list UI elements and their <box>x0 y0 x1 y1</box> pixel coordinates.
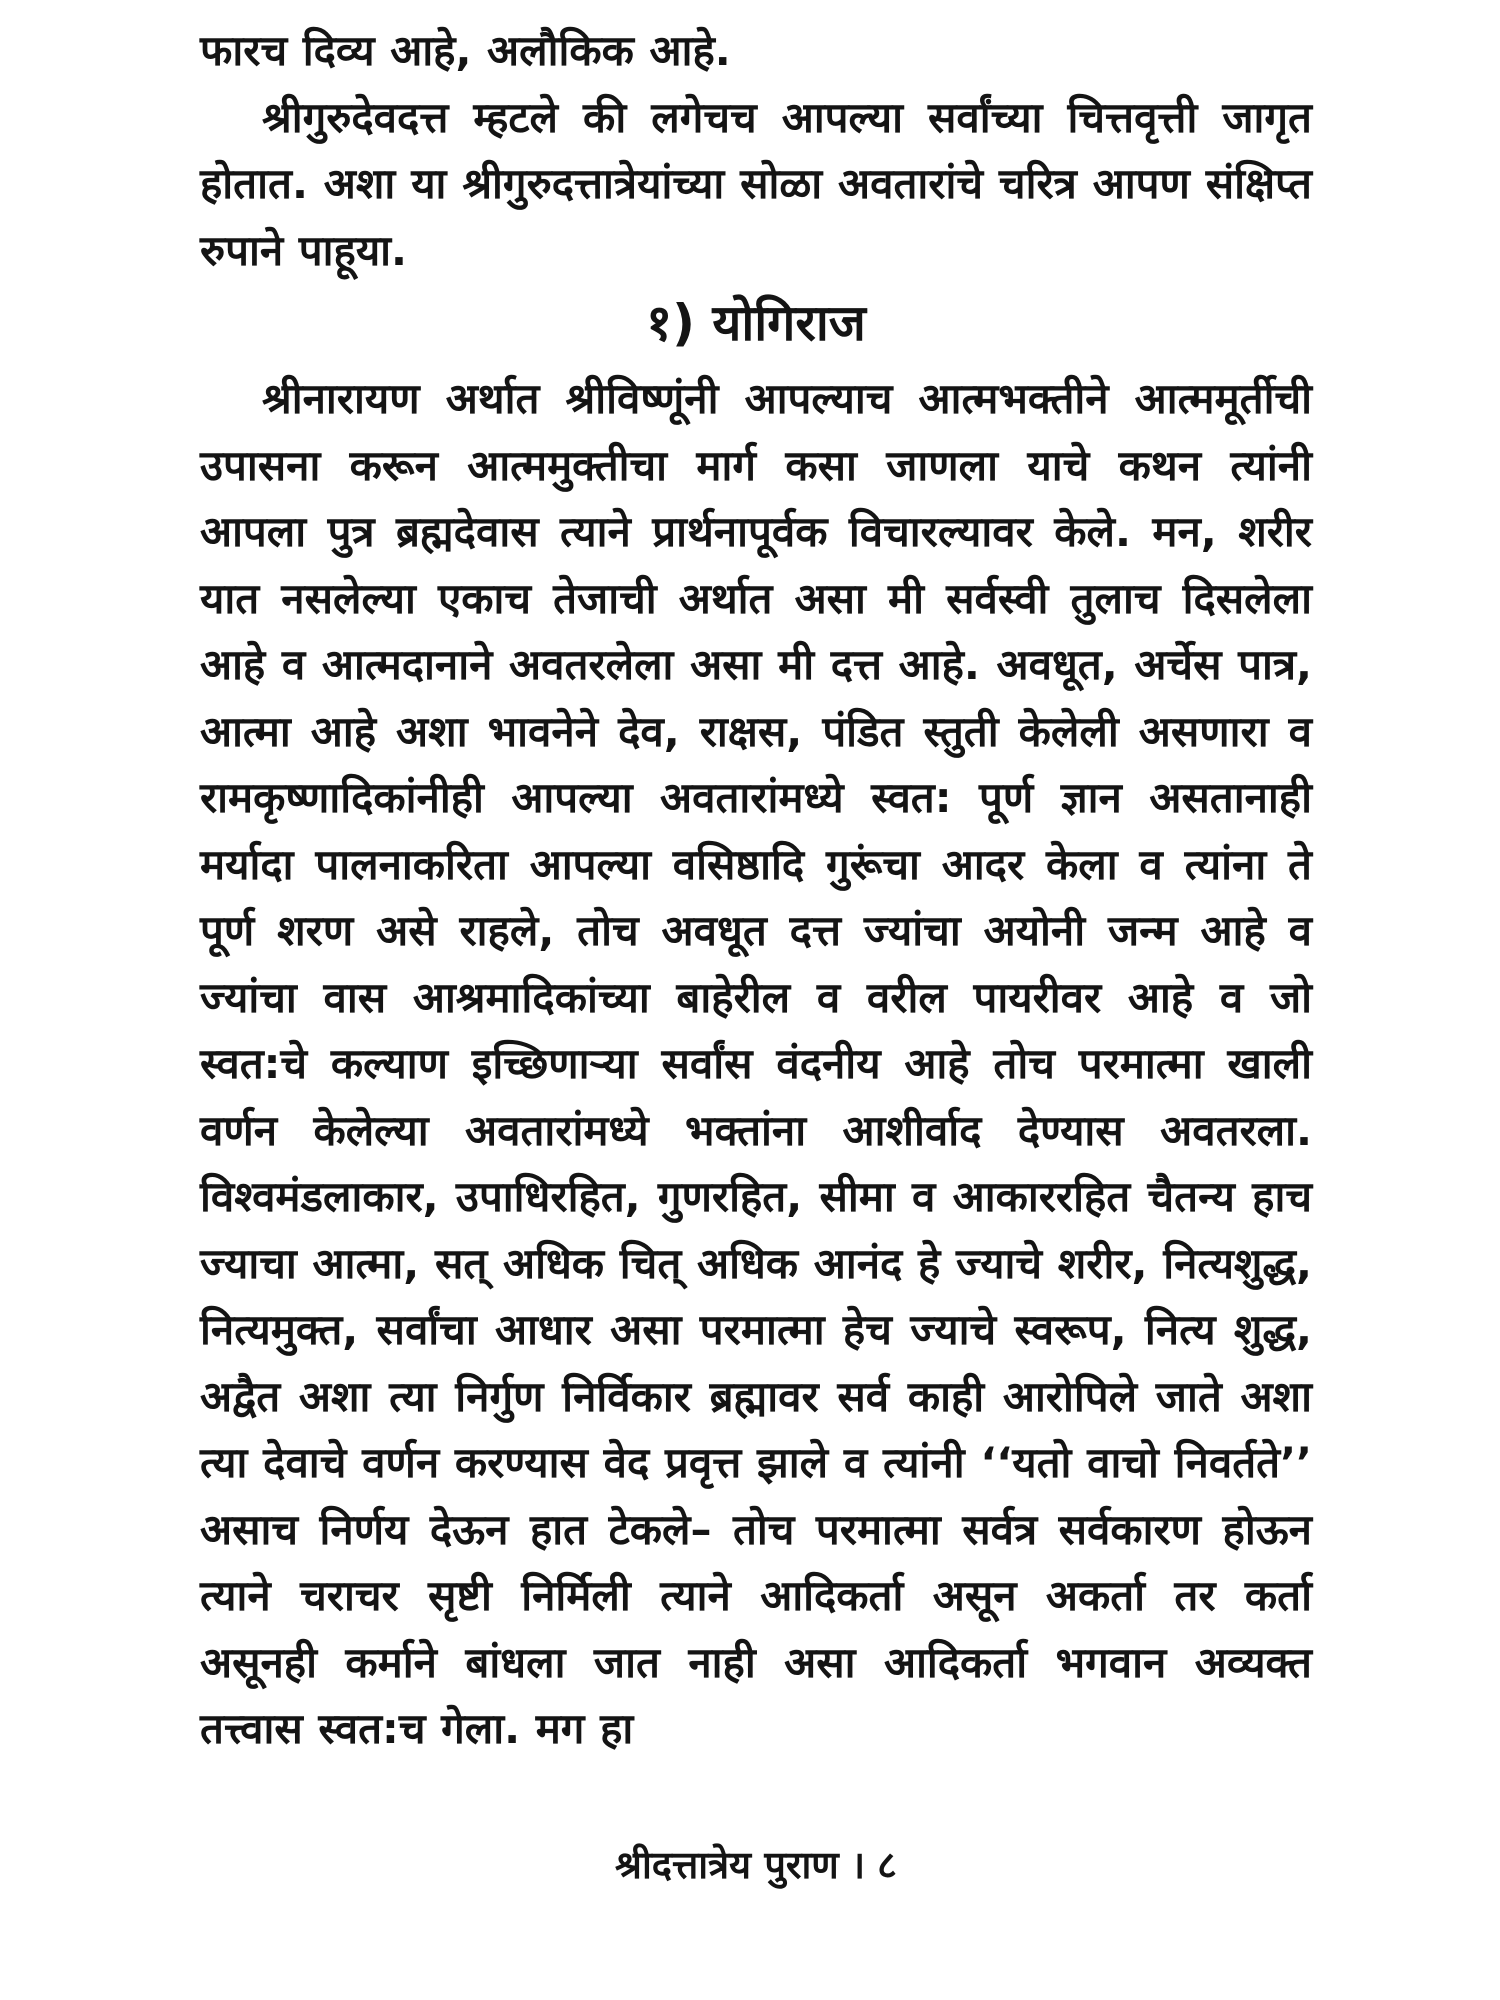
footer-separator: । <box>850 1843 866 1887</box>
page-footer <box>200 1840 1312 1890</box>
intro-paragraph-2: श्रीगुरुदेवदत्त म्हटले की लगेचच आपल्या सर्वांच्या चित्तवृत्ती जागृत होतात. अशा या श्रीगुरुदत्तात्रेयांच्या सोळा अवतारांचे चरित्र आपण संक्षिप्त रुपाने पाहूया. <box>200 92 1312 275</box>
section-body-paragraph: श्रीनारायण अर्थात श्रीविष्णूंनी आपल्याच आत्मभक्तीने आत्ममूर्तीची उपासना करून आत्ममुक्तीचा मार्ग कसा जाणला याचे कथन त्यांनी आपला पुत्र ब्रह्मदेवास त्याने प्रार्थनापूर्वक विचारल्यावर केले. मन, शरीर यात नसलेल्या एकाच तेजाची अर्थात असा मी सर्वस्वी तुलाच दिसलेला आहे व आत्मदानाने अवतरलेला असा मी दत्त आहे. अवधूत, अर्चेस पात्र, आत्मा आहे अशा भावनेने देव, राक्षस, पंडित स्तुती केलेली असणारा व रामकृष्णादिकांनीही आपल्या अवतारांमध्ये स्वत: पूर्ण ज्ञान असतानाही मर्यादा पालनाकरिता आपल्या वसिष्ठादि गुरूंचा आदर केला व त्यांना ते पूर्ण शरण असे राहले, तोच अवधूत दत्त ज्यांचा अयोनी जन्म आहे व ज्यांचा वास आश्रमादिकांच्या बाहेरील व वरील पायरीवर आहे व जो स्वत:चे कल्याण इच्छिणाऱ्या सर्वांस वंदनीय आहे तोच परमात्मा खाली वर्णन केलेल्या अवतारांमध्ये भक्तांना आशीर्वाद देण्यास अवतरला. विश्वमंडलाकार, उपाधिरहित, गुणरहित, सीमा व आकाररहित चैतन्य हाच ज्याचा आत्मा, सत् अधिक चित् अधिक आनंद हे ज्याचे शरीर, नित्यशुद्ध, नित्यमुक्त, सर्वांचा आधार असा परमात्मा हेच ज्याचे स्वरूप, नित्य शुद्ध, अद्वैत अशा त्या निर्गुण निर्विकार ब्रह्मावर सर्व काही आरोपिले जाते अशा त्या देवाचे वर्णन करण्यास वेद प्रवृत्त झाले व त्यांनी ‘‘यतो वाचो निवर्तते’’ असाच निर्णय देऊन हात टेकले– तोच परमात्मा सर्वत्र सर्वकारण होऊन त्याने चराचर सृष्टी निर्मिली त्याने आदिकर्ता असून अकर्ता तर कर्ता असूनही कर्माने बांधला जात नाही असा आदिकर्ता भगवान अव्यक्त तत्त्वास स्वत:च गेला. मग हा <box>200 374 1312 1753</box>
page-content <box>200 18 1312 1763</box>
section-heading: १) योगिराज <box>646 294 866 352</box>
intro-paragraph-1: फारच दिव्य आहे, अलौकिक आहे. <box>200 26 731 75</box>
footer-page-number: ८ <box>877 1843 897 1887</box>
footer-book-title: श्रीदत्तात्रेय पुराण <box>615 1843 839 1887</box>
